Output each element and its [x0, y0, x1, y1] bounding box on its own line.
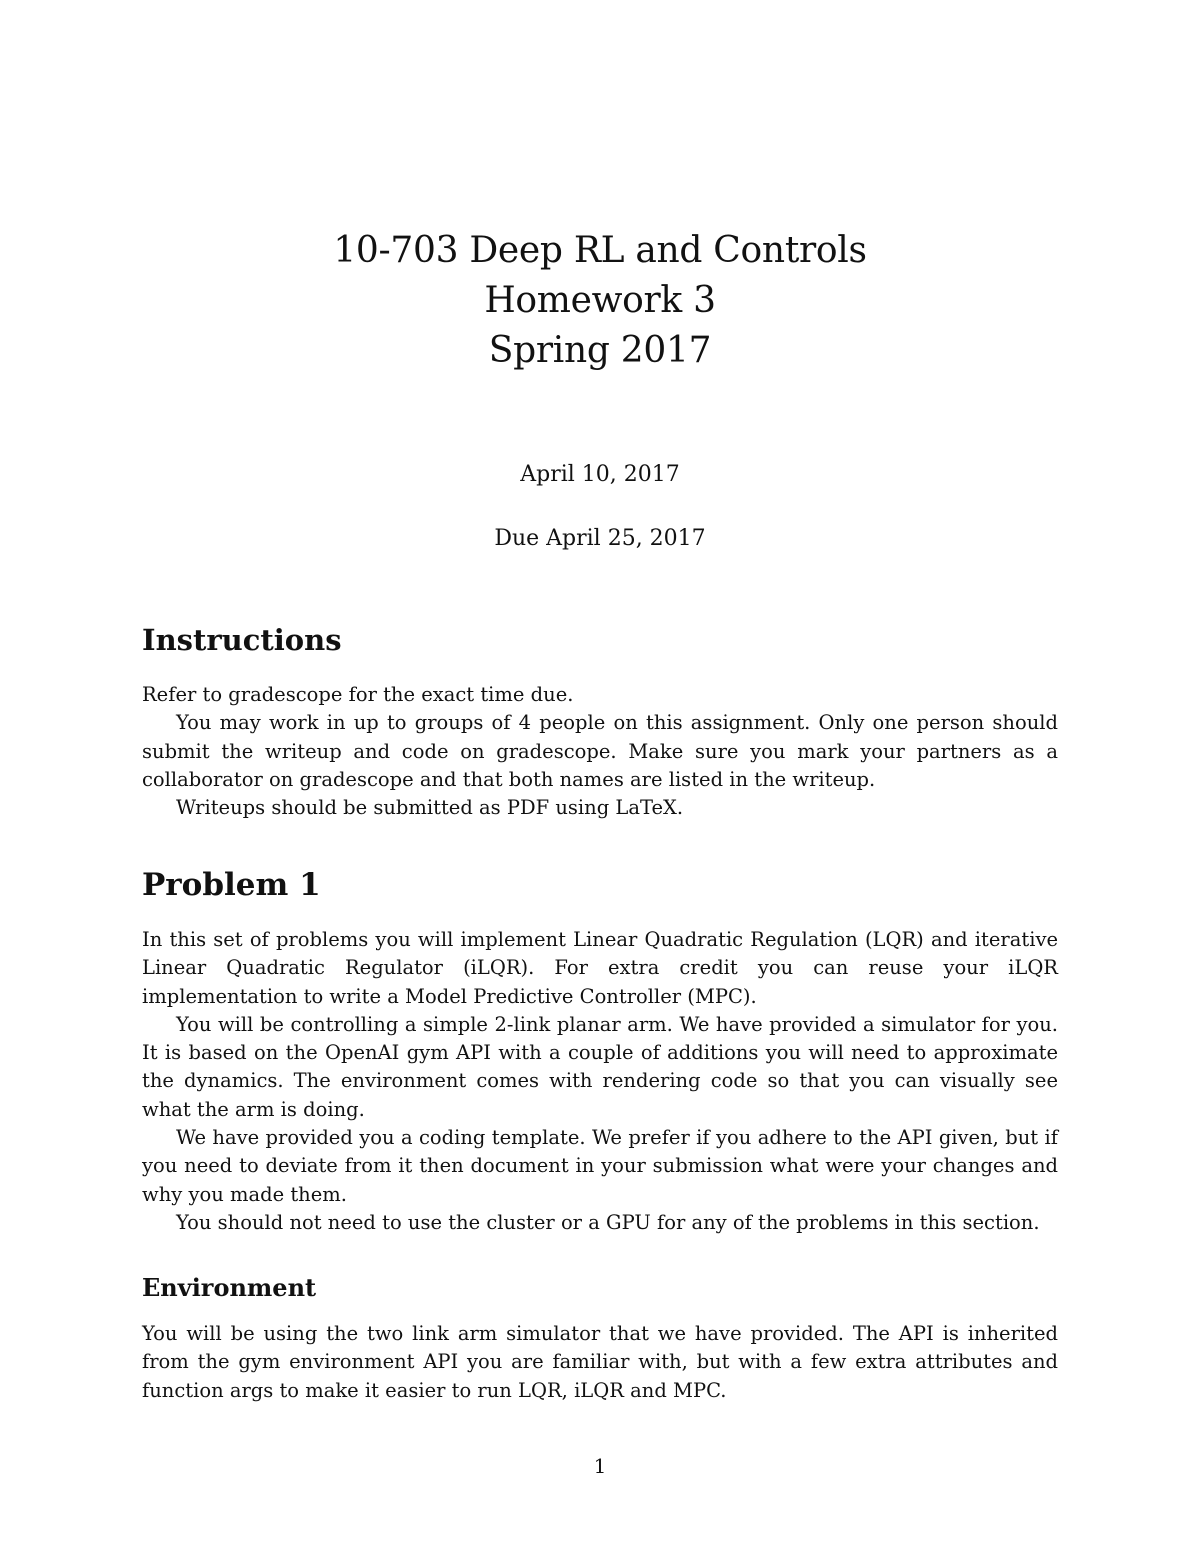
instructions-paragraph-1: Refer to gradescope for the exact time due.: [142, 683, 574, 706]
problem-1-section: [142, 926, 1058, 1237]
problem-1-paragraph-1: In this set of problems you will implement Linear Quadratic Regulation (LQR) and iterative Linear Quadratic Regulator (iLQR). For extra credit you can reuse your iLQR implementation to write a Model Predictive Controller (MPC).: [142, 928, 1058, 1008]
environment-paragraph-1: You will be using the two link arm simulator that we have provided. The API is inherited from the gym environment API you are familiar with, but with a few extra attributes and function args to make it easier to run LQR, iLQR and MPC.: [142, 1322, 1058, 1402]
environment-heading: Environment: [142, 1273, 317, 1302]
problem-1-heading: Problem 1: [142, 867, 321, 903]
environment-section: [142, 1320, 1058, 1405]
problem-1-paragraph-4: You should not need to use the cluster or a GPU for any of the problems in this section.: [176, 1210, 1040, 1234]
assignment-title: Homework 3: [484, 280, 716, 321]
instructions-paragraph-3: Writeups should be submitted as PDF using LaTeX.: [176, 796, 684, 820]
document-title: [0, 226, 1200, 376]
instructions-paragraph-2: You may work in up to groups of 4 people on this assignment. Only one person should submit the writeup and code on gradescope. Make sure you mark your partners as a collaborator on gradescope and that both names are listed in the writeup.: [142, 711, 1058, 791]
instructions-section: [142, 681, 1058, 822]
due-date: Due April 25, 2017: [494, 526, 706, 551]
issue-date: April 10, 2017: [520, 462, 680, 487]
problem-1-paragraph-3: We have provided you a coding template. We prefer if you adhere to the API given, but if you need to deviate from it then document in your submission what were your changes and why you made them.: [142, 1126, 1058, 1206]
semester-title: Spring 2017: [488, 330, 712, 371]
problem-1-paragraph-2: You will be controlling a simple 2-link planar arm. We have provided a simulator for you. It is based on the OpenAI gym API with a couple of additions you will need to approximate the dynamics. The environment comes with rendering code so that you can visually see what the arm is doing.: [142, 1012, 1058, 1121]
course-title: 10-703 Deep RL and Controls: [333, 230, 867, 271]
instructions-heading: Instructions: [142, 623, 342, 657]
page-number: 1: [593, 1454, 607, 1478]
